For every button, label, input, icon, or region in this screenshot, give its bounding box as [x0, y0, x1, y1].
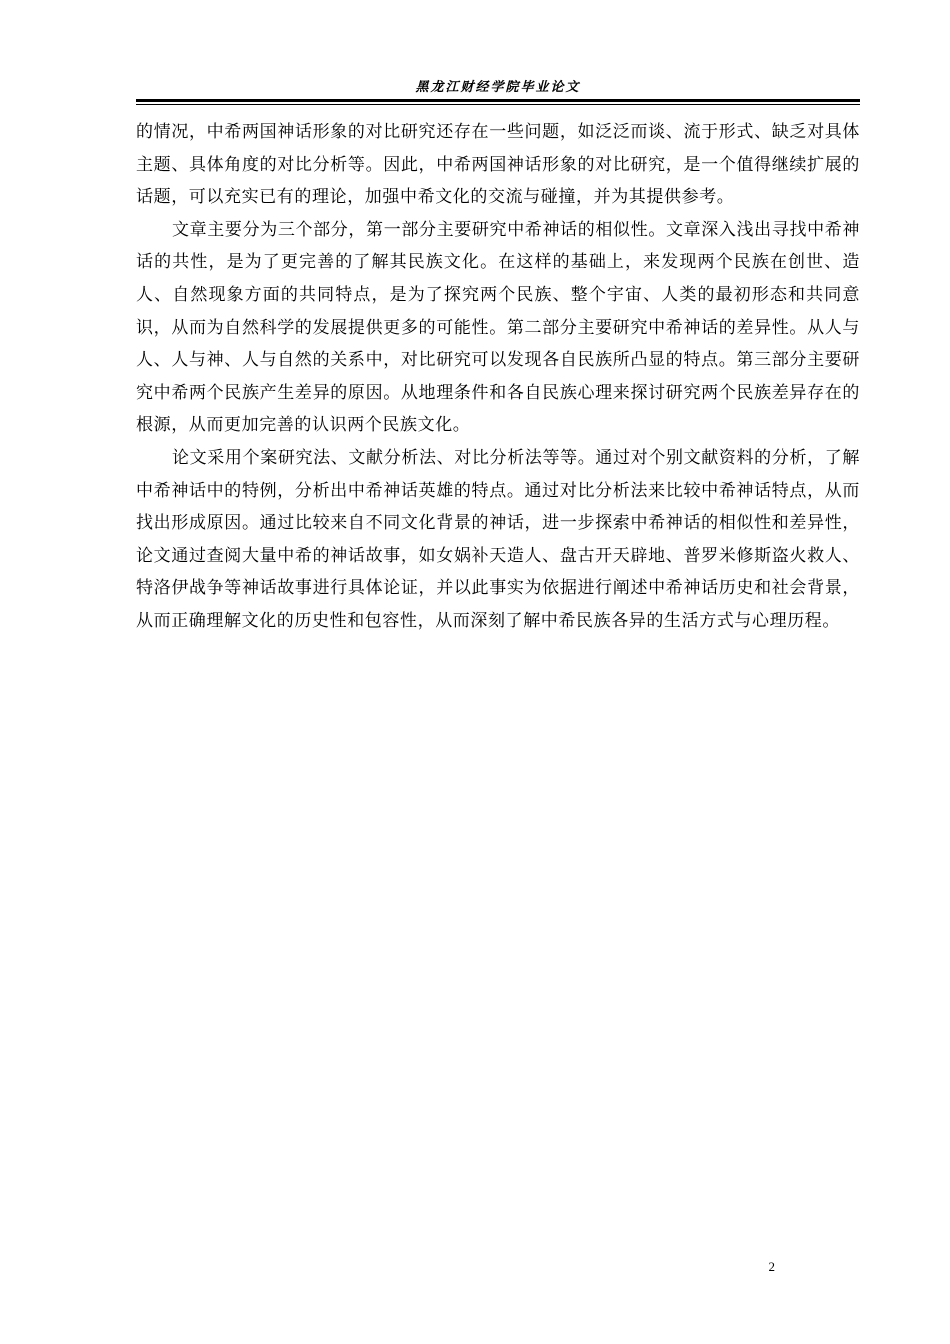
body-text — [136, 116, 860, 638]
running-header: 黑龙江财经学院毕业论文 — [415, 80, 581, 95]
page-number: 2 — [768, 1259, 775, 1274]
paragraph-continued: 的情况，中希两国神话形象的对比研究还存在一些问题，如泛泛而谈、流于形式、缺乏对具体主题、具体角度的对比分析等。因此，中希两国神话形象的对比研究，是一个值得继续扩展的话题，可以充实已有的理论，加强中希文化的交流与碰撞，并为其提供参考。 — [136, 122, 860, 208]
paragraph-structure: 文章主要分为三个部分，第一部分主要研究中希神话的相似性。文章深入浅出寻找中希神话的共性，是为了更完善的了解其民族文化。在这样的基础上，来发现两个民族在创世、造人、自然现象方面的共同特点，是为了探究两个民族、整个宇宙、人类的最初形态和共同意识，从而为自然科学的发展提供更多的可能性。第二部分主要研究中希神话的差异性。从人与人、人与神、人与自然的关系中，对比研究可以发现各自民族所凸显的特点。第三部分主要研究中希两个民族产生差异的原因。从地理条件和各自民族心理来探讨研究两个民族差异存在的根源，从而更加完善的认识两个民族文化。 — [136, 219, 860, 436]
header-rule-thin — [136, 104, 860, 105]
paragraph-methods: 论文采用个案研究法、文献分析法、对比分析法等等。通过对个别文献资料的分析，了解中希神话中的特例，分析出中希神话英雄的特点。通过对比分析法来比较中希神话特点，从而找出形成原因。通过比较来自不同文化背景的神话，进一步探索中希神话的相似性和差异性，论文通过查阅大量中希的神话故事，如女娲补天造人、盘古开天辟地、普罗米修斯盗火救人、特洛伊战争等神话故事进行具体论证，并以此事实为依据进行阐述中希神话历史和社会背景，从而正确理解文化的历史性和包容性，从而深刻了解中希民族各异的生活方式与心理历程。 — [136, 447, 860, 631]
header-rule-thick — [136, 99, 860, 102]
